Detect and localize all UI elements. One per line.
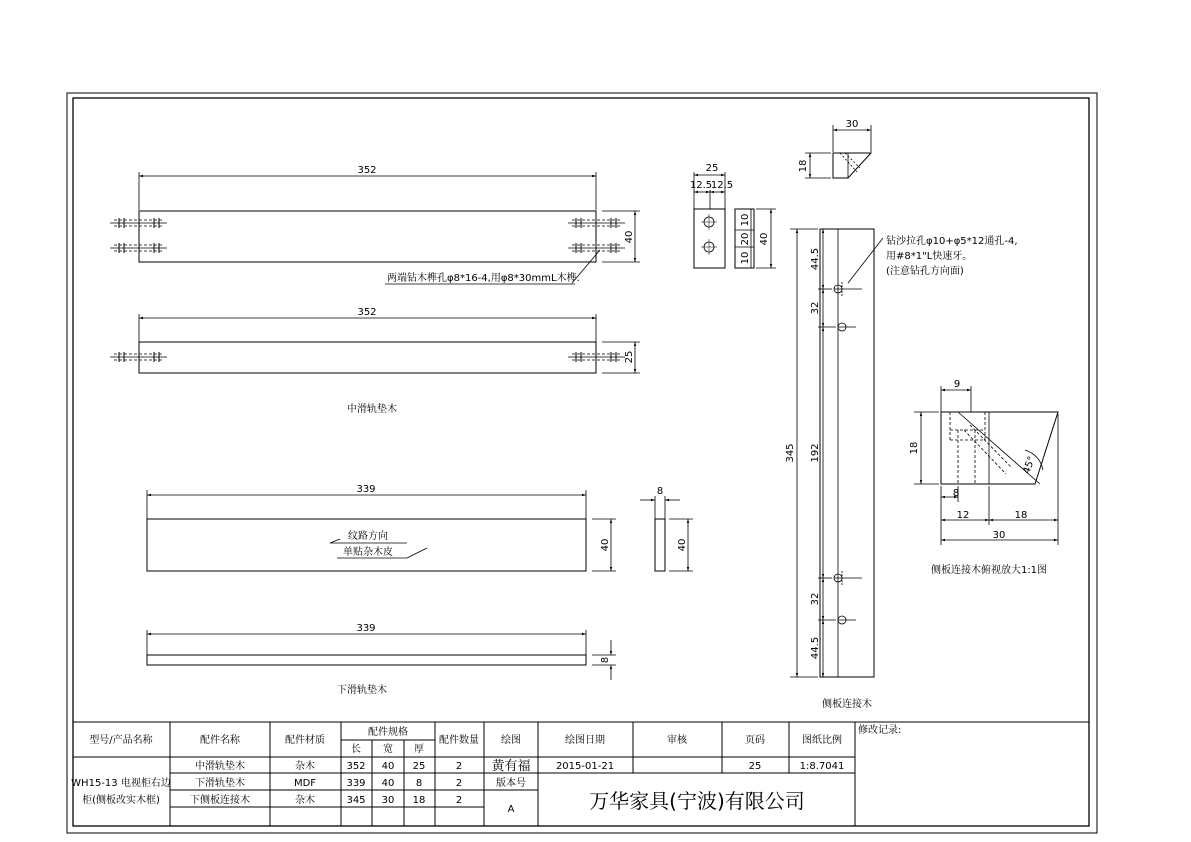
connector-enlarged-view [914,386,1058,545]
dim-8-d: 8 [952,488,960,499]
header-page: 页码 [745,735,765,746]
row3-part: 下侧板连接木 [190,795,250,806]
enlarged-view-label: 侧板连接木俯视放大1:1图 [930,565,1048,576]
dim-12: 12 [956,510,970,521]
drill-note-line3: (注意钻孔方向面) [886,266,964,277]
header-thickness: 厚 [414,744,424,755]
row2-length: 339 [346,778,366,789]
row1-width: 40 [381,761,395,772]
bottom-rail-front-view [147,490,693,571]
row3-qty: 2 [455,795,463,806]
dim-25-a: 25 [624,350,635,364]
model-line-2: 柜(侧板改实木框) [82,795,160,806]
header-spec: 配件规格 [368,727,408,738]
dim-44-5-bottom: 44.5 [810,636,821,660]
dim-192: 192 [810,443,821,463]
dim-12-5-left: 12.5 [689,180,713,191]
dim-8-b: 8 [600,656,611,664]
header-drawn: 绘图 [501,735,521,746]
dim-18-e: 18 [1014,510,1028,521]
dim-345: 345 [785,443,796,463]
company-name: 万华家具(宁波)有限公司 [589,789,805,813]
header-date: 绘图日期 [565,735,605,746]
dim-18-top: 18 [798,159,809,173]
dim-40-d: 40 [759,232,770,246]
side-connector-label: 侧板连接木 [822,699,872,710]
mid-rail-front-view [110,172,640,283]
header-scale: 图纸比例 [802,735,842,746]
dim-10-top: 10 [740,213,751,227]
dim-44-5-top: 44.5 [810,247,821,271]
table-row [195,776,462,789]
dim-339-a: 339 [356,484,376,495]
dim-30-d: 30 [992,530,1006,541]
dim-40-a: 40 [624,230,635,244]
row1-qty: 2 [455,761,463,772]
dim-30-top: 30 [845,119,859,130]
row2-material: MDF [293,778,317,789]
dowel-note: 两端钻木榫孔φ8*16-4,用φ8*30mmL木榫. [387,273,580,284]
bottom-rail-label: 下滑轨垫木 [337,685,387,696]
dim-32-top: 32 [810,301,821,315]
row2-width: 40 [381,778,395,789]
grain-direction: 纹路方向 [348,531,388,542]
row2-part: 下滑轨垫木 [195,778,245,789]
inner-border [73,98,1089,826]
dim-10-bottom: 10 [740,251,751,265]
dim-40-b: 40 [600,538,611,552]
header-part: 配件名称 [200,735,240,746]
model-line-1: WH15-13 电视柜右边 [71,778,171,789]
row2-qty: 2 [455,778,463,789]
row1-part: 中滑轨垫木 [195,761,245,772]
dim-20: 20 [740,232,751,246]
row1-material: 杂木 [295,761,315,772]
dim-40-c: 40 [677,538,688,552]
row1-length: 352 [346,761,366,772]
version-label: 版本号 [496,778,526,789]
dim-9: 9 [953,379,961,390]
header-width: 宽 [383,744,393,755]
row2-thickness: 8 [415,778,423,789]
table-row [190,793,462,806]
bottom-rail-top-view [147,630,616,680]
dim-8-a: 8 [656,486,664,497]
mid-rail-top-view [110,314,640,373]
drafter-name: 黄有福 [491,759,531,774]
dim-25-top: 25 [705,163,719,174]
dim-339-b: 339 [356,623,376,634]
header-length: 长 [351,744,361,755]
header-quantity: 配件数量 [439,735,479,746]
row3-thickness: 18 [412,795,426,806]
drawing-scale: 1:8.7041 [799,761,845,772]
dim-352-a: 352 [357,165,377,176]
page-number: 25 [748,761,762,772]
header-material: 配件材质 [285,735,325,746]
mid-rail-label: 中滑轨垫木 [347,404,397,415]
connector-end-view [805,125,871,178]
header-model: 型号/产品名称 [89,735,153,746]
dim-12-5-right: 12.5 [710,180,734,191]
angle-45: 45° [1021,454,1038,476]
table-row [195,759,462,772]
row3-material: 杂木 [295,795,315,806]
veneer-note: 单贴杂木皮 [343,547,393,558]
drill-note-line1: 钻沙拉孔φ10+φ5*12通孔-4, [886,236,1018,247]
header-revision: 修改记录: [858,725,902,736]
drawing-date: 2015-01-21 [555,761,615,772]
dim-352-b: 352 [357,307,377,318]
dim-18-d: 18 [909,441,920,455]
row3-width: 30 [381,795,395,806]
version-value: A [507,804,515,815]
drill-note-line2: 用#8*1"L快速牙。 [886,251,973,262]
side-connector-view [790,229,883,677]
dim-32-bottom: 32 [810,592,821,606]
row1-thickness: 25 [412,761,426,772]
header-check: 审核 [667,735,687,746]
row3-length: 345 [346,795,366,806]
